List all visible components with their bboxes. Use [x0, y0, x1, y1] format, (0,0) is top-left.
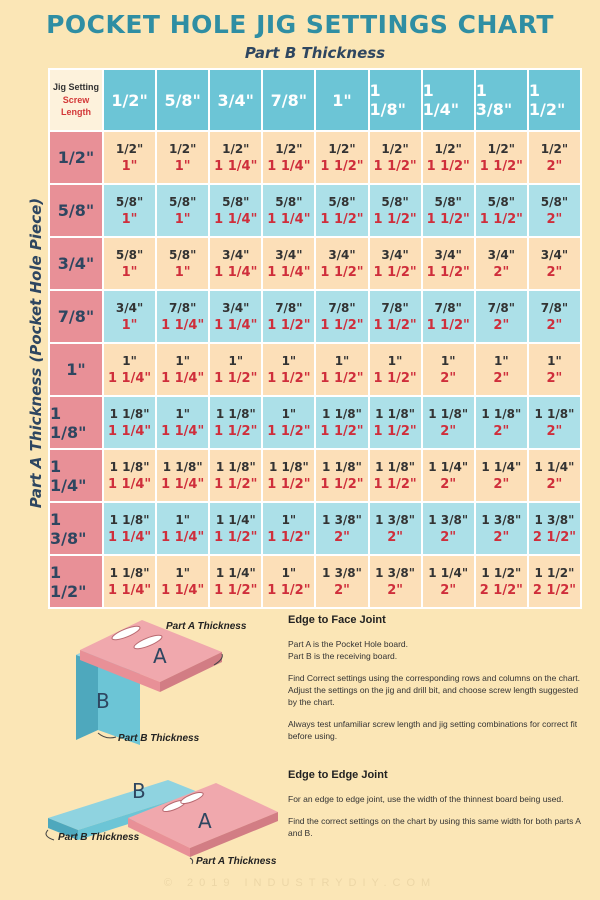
screw-length-value: 1 1/2" [214, 529, 258, 545]
table-cell [157, 556, 208, 607]
row-header: 1 3/8" [50, 503, 102, 554]
screw-length-value: 1 1/4" [214, 264, 258, 280]
table-cell [157, 291, 208, 342]
table-cell [316, 291, 367, 342]
settings-table [48, 68, 582, 609]
table-cell [316, 344, 367, 395]
screw-length-value: 1 1/4" [267, 158, 311, 174]
table-cell [157, 132, 208, 183]
table-cell [210, 450, 261, 501]
screw-length-value: 1 1/2" [373, 476, 417, 492]
table-cell [370, 503, 421, 554]
jig-setting-value: 1 1/8" [109, 406, 150, 421]
screw-length-value: 2" [387, 529, 404, 545]
table-cell [529, 397, 580, 448]
jig-setting-value: 1/2" [328, 141, 356, 156]
table-cell [476, 397, 527, 448]
screw-length-value: 1 1/4" [107, 370, 152, 386]
table-cell [529, 291, 580, 342]
table-cell [476, 344, 527, 395]
screw-length-value: 1 1/2" [426, 158, 470, 174]
table-cell [104, 132, 155, 183]
jig-setting-value: 7/8" [540, 300, 569, 315]
table-cell [263, 556, 314, 607]
jig-setting-value: 5/8" [487, 194, 515, 209]
table-cell [263, 503, 314, 554]
screw-length-value: 1 1/2" [214, 582, 258, 598]
table-cell [423, 503, 474, 554]
jig-setting-value: 1 1/8" [322, 459, 362, 474]
part-b-thickness-caption: Part B Thickness [118, 733, 200, 744]
jig-setting-value: 1" [281, 353, 297, 368]
screw-length-value: 2" [546, 476, 563, 492]
jig-setting-value: 1 1/4" [215, 512, 256, 527]
table-cell [316, 503, 367, 554]
part-a-letter: A [198, 809, 212, 833]
jig-setting-value: 1" [387, 353, 403, 368]
jig-setting-value: 1 1/8" [268, 459, 309, 474]
table-cell [316, 132, 367, 183]
table-cell [157, 344, 208, 395]
table-cell [476, 450, 527, 501]
table-cell [370, 291, 421, 342]
table-cell [529, 450, 580, 501]
table-cell [476, 291, 527, 342]
screw-length-value: 2" [546, 211, 563, 227]
screw-length-value: 2" [546, 423, 563, 439]
table-cell [210, 291, 261, 342]
jig-setting-value: 7/8" [328, 300, 356, 315]
edge-to-face-heading: Edge to Face Joint [288, 614, 386, 626]
screw-length-value: 1 1/2" [479, 158, 523, 174]
jig-setting-value: 1" [175, 565, 190, 580]
table-cell [104, 450, 155, 501]
table-cell [529, 238, 580, 289]
table-cell [157, 185, 208, 236]
table-cell [423, 132, 474, 183]
screw-length-value: 1 1/2" [373, 317, 417, 333]
edge-to-edge-text-2: Find the correct settings on the chart by using this same width for both parts A and B. [288, 816, 581, 838]
screw-length-value: 1" [121, 158, 138, 174]
screw-length-value: 1 1/2" [267, 476, 311, 492]
screw-length-value: 2" [440, 476, 457, 492]
screw-length-value: 1 1/4" [161, 476, 205, 492]
edge-to-face-text-3: Find Correct settings using the corresponding rows and columns on the chart. Adjust the settings on the jig and drill bit, and choose screw length suggested by the chart. [288, 673, 580, 707]
edge-to-edge-diagram [36, 768, 286, 868]
part-b-thickness-label: Part B Thickness [244, 44, 386, 62]
part-b-letter: B [132, 779, 146, 803]
jig-setting-value: 3/4" [275, 247, 303, 262]
jig-setting-value: 1 3/8" [481, 512, 522, 527]
screw-length-value: 1" [121, 211, 138, 227]
row-header: 1 1/2" [50, 556, 102, 607]
screw-length-value: 2" [493, 423, 510, 439]
jig-setting-value: 1 1/4" [215, 565, 256, 580]
jig-setting-value: 1/2" [487, 141, 515, 156]
jig-setting-value: 5/8" [222, 194, 250, 209]
screw-length-value: 1 1/4" [214, 158, 258, 174]
table-cell [210, 238, 261, 289]
table-cell [263, 344, 314, 395]
table-cell [423, 556, 474, 607]
screw-length-value: 1 1/4" [161, 582, 205, 598]
part-a-letter: A [153, 644, 167, 668]
screw-length-value: 1" [174, 158, 191, 174]
screw-length-value: 2 1/2" [532, 529, 577, 545]
table-cell [370, 556, 421, 607]
column-header: 7/8" [263, 70, 314, 130]
jig-setting-value: 5/8" [115, 194, 144, 209]
column-header: 3/4" [210, 70, 261, 130]
screw-length-value: 2" [493, 264, 510, 280]
jig-setting-value: 1 1/4" [428, 565, 469, 580]
column-header: 1 1/2" [529, 70, 580, 130]
screw-length-value: 1 1/2" [267, 529, 311, 545]
edge-to-face-text-2: Part B is the receiving board. [288, 651, 398, 661]
table-cell [476, 556, 527, 607]
table-cell [316, 185, 367, 236]
edge-to-face-section [288, 614, 588, 742]
jig-setting-value: 1 1/8" [109, 459, 150, 474]
screw-length-value: 1" [121, 264, 138, 280]
table-cell [529, 503, 580, 554]
row-header: 3/4" [50, 238, 102, 289]
jig-setting-legend: Jig Setting [52, 82, 99, 92]
jig-setting-value: 1" [175, 406, 190, 421]
part-a-thickness-caption: Part A Thickness [166, 621, 247, 632]
table-cell [423, 185, 474, 236]
screw-length-value: 2" [334, 529, 350, 545]
jig-setting-value: 1" [122, 353, 137, 368]
table-cell [157, 503, 208, 554]
table-cell [104, 291, 155, 342]
screw-length-value: 2" [546, 317, 563, 333]
edge-to-edge-text-1: For an edge to edge joint, use the width of the thinnest board being used. [288, 794, 564, 804]
screw-length-value: 1 1/4" [107, 476, 152, 492]
table-cell [104, 503, 155, 554]
table-cell [157, 238, 208, 289]
jig-setting-value: 7/8" [168, 300, 197, 315]
table-cell [263, 397, 314, 448]
screw-length-value: 1 1/2" [479, 211, 523, 227]
table-cell [104, 344, 155, 395]
screw-length-value: 1 1/4" [267, 264, 311, 280]
footer-copyright: © 2019 INDUSTRYDIY.COM [163, 877, 437, 889]
screw-length-value: 1 1/2" [373, 211, 417, 227]
screw-length-value: 1 1/2" [373, 158, 417, 174]
table-cell [157, 397, 208, 448]
column-header: 1 1/8" [370, 70, 421, 130]
jig-setting-value: 1 1/4" [534, 459, 575, 474]
screw-length-value: 1 1/2" [214, 476, 258, 492]
screw-length-value: 2 1/2" [532, 582, 577, 598]
jig-setting-value: 1" [281, 512, 297, 527]
jig-setting-value: 1 3/8" [375, 565, 416, 580]
screw-length-value: 1 1/4" [214, 211, 258, 227]
table-cell [104, 238, 155, 289]
jig-setting-value: 3/4" [540, 247, 569, 262]
screw-length-value: 1 1/2" [320, 423, 364, 439]
screw-length-value: 2" [493, 529, 510, 545]
table-cell [104, 185, 155, 236]
jig-setting-value: 1" [547, 353, 562, 368]
screw-length-value: 2" [387, 582, 404, 598]
jig-setting-value: 1/2" [115, 141, 144, 156]
table-cell [370, 397, 421, 448]
jig-setting-value: 1/2" [540, 141, 569, 156]
row-header: 1/2" [50, 132, 102, 183]
jig-setting-value: 1 1/4" [428, 459, 469, 474]
table-cell [423, 291, 474, 342]
jig-setting-value: 1/2" [168, 141, 197, 156]
row-header: 1" [50, 344, 102, 395]
jig-setting-value: 1 3/8" [428, 512, 469, 527]
jig-setting-value: 1 1/8" [534, 406, 575, 421]
jig-setting-value: 1 1/8" [109, 565, 150, 580]
jig-setting-value: 5/8" [381, 194, 409, 209]
table-cell [263, 238, 314, 289]
screw-length-value: 1 1/2" [373, 370, 417, 386]
jig-setting-value: 7/8" [434, 300, 462, 315]
screw-length-value: 2" [493, 370, 510, 386]
jig-setting-value: 1 1/8" [375, 459, 416, 474]
table-cell [476, 238, 527, 289]
jig-setting-value: 5/8" [168, 194, 197, 209]
jig-setting-value: 1 1/8" [215, 406, 256, 421]
column-header: 1/2" [104, 70, 155, 130]
jig-setting-value: 1 1/8" [481, 406, 522, 421]
jig-setting-value: 1" [334, 353, 350, 368]
screw-length-value: 1 1/2" [320, 370, 364, 386]
column-header: 5/8" [157, 70, 208, 130]
screw-length-value: 1 1/4" [161, 370, 205, 386]
screw-length-value: 2 1/2" [479, 582, 523, 598]
table-cell [104, 397, 155, 448]
screw-length-value: 1 1/4" [161, 317, 205, 333]
table-corner [50, 70, 102, 130]
jig-setting-value: 1 3/8" [375, 512, 416, 527]
jig-setting-value: 3/4" [115, 300, 144, 315]
jig-setting-value: 7/8" [275, 300, 303, 315]
jig-setting-value: 3/4" [487, 247, 515, 262]
part-b-letter: B [96, 689, 110, 713]
jig-setting-value: 1/2" [222, 141, 250, 156]
edge-to-edge-section [288, 769, 588, 839]
jig-setting-value: 1 1/8" [322, 406, 362, 421]
table-cell [529, 132, 580, 183]
table-cell [476, 185, 527, 236]
table-cell [263, 450, 314, 501]
screw-length-value: 1" [174, 264, 191, 280]
jig-setting-value: 5/8" [434, 194, 462, 209]
jig-setting-value: 1 1/8" [109, 512, 150, 527]
table-cell [157, 450, 208, 501]
table-cell [316, 238, 367, 289]
table-cell [210, 185, 261, 236]
table-cell [210, 344, 261, 395]
screw-length-value: 1 1/4" [107, 529, 152, 545]
jig-setting-value: 3/4" [381, 247, 409, 262]
screw-length-value: 1 1/4" [107, 582, 152, 598]
screw-length-value: 1 1/4" [107, 423, 152, 439]
table-cell [370, 185, 421, 236]
table-cell [529, 556, 580, 607]
screw-length-value: 2" [546, 158, 563, 174]
jig-setting-value: 7/8" [381, 300, 409, 315]
screw-length-value: 1 1/4" [214, 317, 258, 333]
jig-setting-value: 5/8" [328, 194, 356, 209]
screw-length-value: 2" [493, 476, 510, 492]
table-cell [263, 132, 314, 183]
screw-length-value: 1 1/2" [426, 211, 470, 227]
jig-setting-value: 1 1/8" [375, 406, 416, 421]
jig-setting-value: 3/4" [328, 247, 356, 262]
table-cell [210, 556, 261, 607]
table-cell [370, 132, 421, 183]
jig-setting-value: 1" [228, 353, 244, 368]
row-header: 7/8" [50, 291, 102, 342]
column-header: 1 1/4" [423, 70, 474, 130]
table-cell [370, 344, 421, 395]
edge-to-face-text-1: Part A is the Pocket Hole board. [288, 639, 409, 649]
table-cell [316, 556, 367, 607]
screw-length-value: 1 1/4" [267, 211, 311, 227]
jig-setting-value: 7/8" [487, 300, 515, 315]
screw-length-value: 2" [546, 370, 563, 386]
column-header: 1 3/8" [476, 70, 527, 130]
part-a-thickness-label: Part A Thickness (Pocket Hole Piece) [27, 197, 45, 509]
jig-setting-value: 1 3/8" [534, 512, 575, 527]
jig-setting-value: 3/4" [222, 300, 250, 315]
jig-setting-value: 5/8" [540, 194, 569, 209]
table-cell [529, 185, 580, 236]
table-cell [423, 238, 474, 289]
table-cell [104, 556, 155, 607]
jig-setting-value: 1" [281, 565, 297, 580]
screw-length-value: 1" [121, 317, 138, 333]
jig-setting-value: 1/2" [381, 141, 409, 156]
table-cell [210, 503, 261, 554]
table-cell [263, 291, 314, 342]
jig-setting-value: 1" [175, 353, 190, 368]
screw-length-value: 2" [440, 529, 457, 545]
jig-setting-value: 1 1/8" [428, 406, 469, 421]
screw-length-value: 2" [440, 370, 457, 386]
screw-length-value: 1 1/2" [320, 476, 364, 492]
jig-setting-value: 3/4" [222, 247, 250, 262]
jig-setting-value: 1 1/2" [534, 565, 575, 580]
jig-setting-value: 1" [440, 353, 456, 368]
table-cell [210, 397, 261, 448]
table-cell [370, 238, 421, 289]
jig-setting-value: 1 1/2" [481, 565, 522, 580]
screw-length-value: 1 1/2" [373, 423, 417, 439]
screw-length-value: 1 1/2" [320, 264, 364, 280]
row-header: 5/8" [50, 185, 102, 236]
column-header: 1" [316, 70, 367, 130]
jig-setting-value: 3/4" [434, 247, 462, 262]
screw-length-value: 1 1/2" [214, 370, 258, 386]
table-cell [370, 450, 421, 501]
screw-length-value: 1 1/2" [267, 423, 311, 439]
screw-length-value: 1 1/2" [267, 370, 311, 386]
jig-setting-value: 5/8" [115, 247, 144, 262]
jig-setting-value: 1 3/8" [322, 565, 362, 580]
table-cell [423, 397, 474, 448]
jig-setting-value: 5/8" [168, 247, 197, 262]
screw-length-value: 2" [334, 582, 350, 598]
screw-length-value: 1 1/2" [373, 264, 417, 280]
screw-length-value: 1 1/2" [267, 317, 311, 333]
screw-length-value: 1 1/2" [267, 582, 311, 598]
jig-setting-value: 1/2" [434, 141, 462, 156]
edge-to-face-text-4: Always test unfamiliar screw length and jig setting combinations for correct fit before using. [288, 719, 578, 741]
screw-length-value: 2" [493, 317, 510, 333]
table-cell [210, 132, 261, 183]
screw-length-value: 2" [440, 423, 457, 439]
jig-setting-value: 1 1/8" [215, 459, 256, 474]
screw-length-value: 1" [174, 211, 191, 227]
edge-to-edge-heading: Edge to Edge Joint [288, 769, 388, 781]
jig-setting-value: 1 1/8" [162, 459, 203, 474]
jig-setting-value: 1 3/8" [322, 512, 362, 527]
edge-to-face-diagram [36, 615, 286, 745]
table-cell [423, 450, 474, 501]
screw-length-legend: Screw Length [61, 95, 91, 117]
screw-length-value: 1 1/4" [161, 423, 205, 439]
table-cell [263, 185, 314, 236]
part-b-thickness-caption: Part B Thickness [58, 832, 140, 843]
jig-setting-value: 1" [494, 353, 509, 368]
screw-length-value: 1 1/2" [320, 158, 364, 174]
jig-setting-value: 1 1/4" [481, 459, 522, 474]
jig-setting-value: 1" [281, 406, 297, 421]
row-header: 1 1/4" [50, 450, 102, 501]
screw-length-value: 1 1/2" [320, 317, 364, 333]
part-a-thickness-caption: Part A Thickness [196, 856, 277, 867]
jig-setting-value: 5/8" [275, 194, 303, 209]
table-cell [316, 450, 367, 501]
jig-setting-value: 1" [175, 512, 190, 527]
table-cell [316, 397, 367, 448]
chart-title: POCKET HOLE JIG SETTINGS CHART [46, 10, 554, 39]
screw-length-value: 1 1/2" [426, 317, 470, 333]
row-header: 1 1/8" [50, 397, 102, 448]
screw-length-value: 1 1/2" [320, 211, 364, 227]
screw-length-value: 1 1/2" [214, 423, 258, 439]
jig-setting-value: 1/2" [275, 141, 303, 156]
table-cell [423, 344, 474, 395]
table-cell [476, 503, 527, 554]
screw-length-value: 2" [546, 264, 563, 280]
table-cell [529, 344, 580, 395]
screw-length-value: 2" [440, 582, 457, 598]
table-cell [476, 132, 527, 183]
screw-length-value: 1 1/4" [161, 529, 205, 545]
screw-length-value: 1 1/2" [426, 264, 470, 280]
